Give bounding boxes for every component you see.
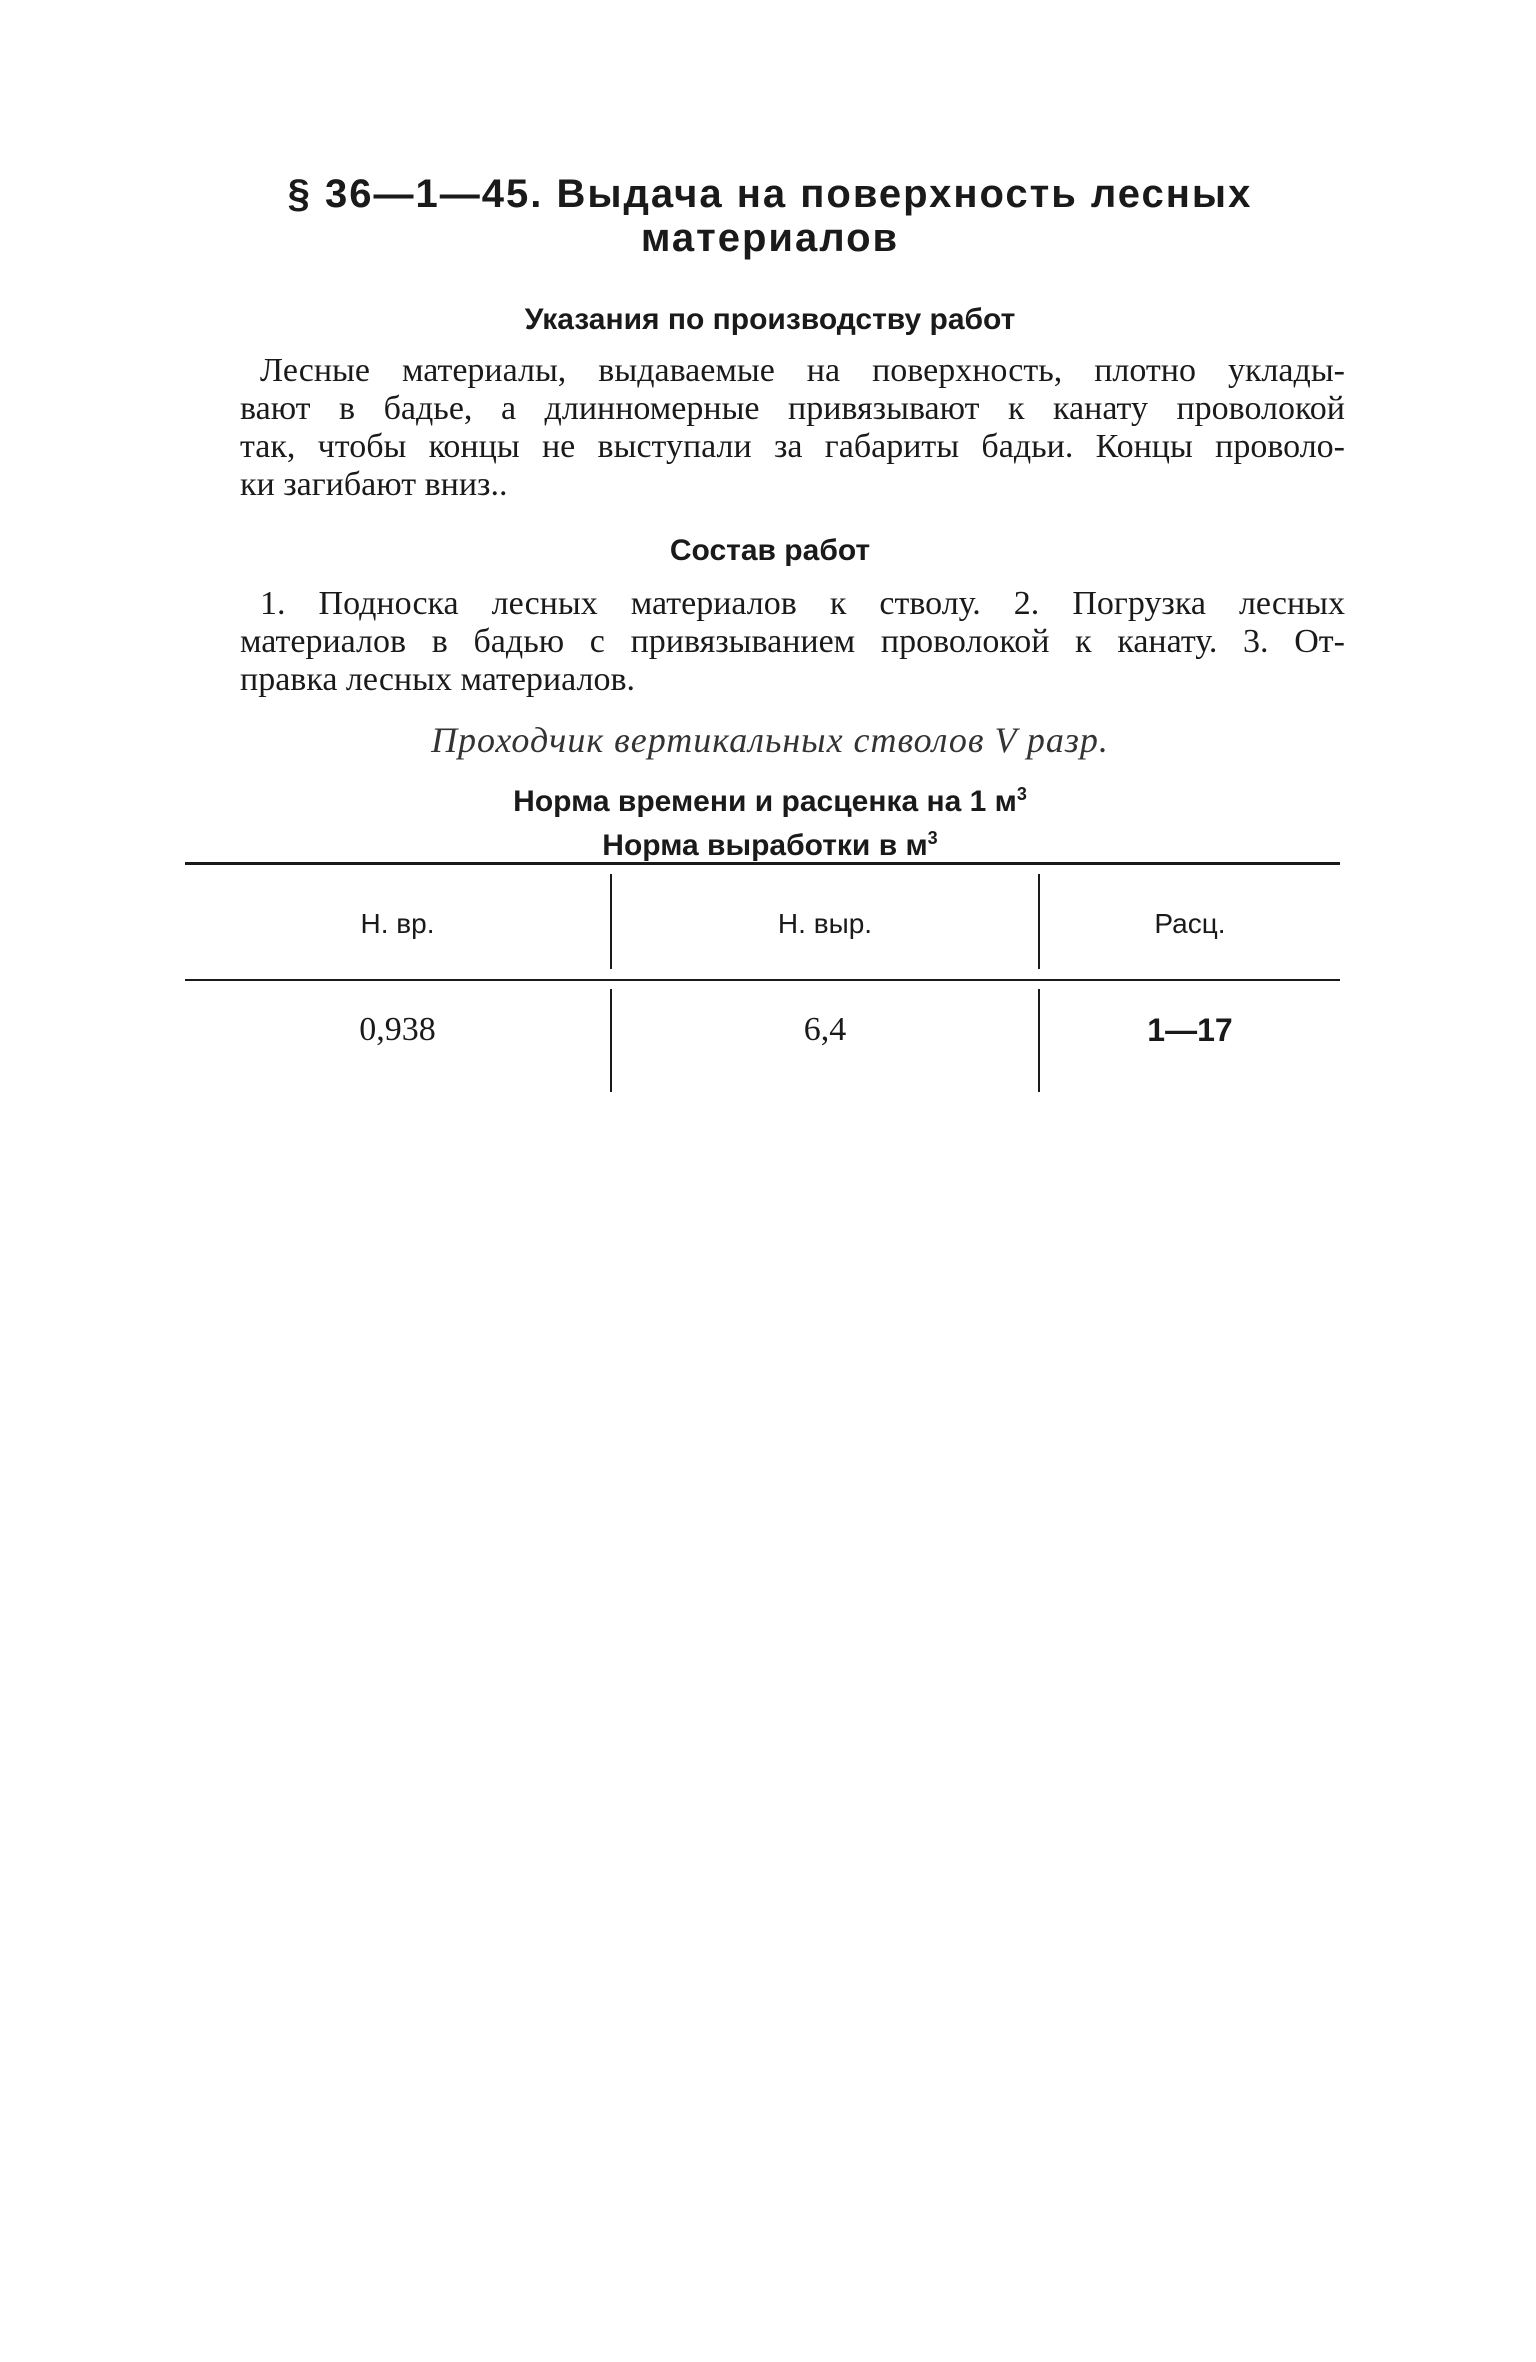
composition-paragraph [240,585,1345,699]
table-cell-time-norm: 0,938 [359,1011,436,1048]
norm-caption-line-1 [240,776,1300,820]
section-title [240,172,1300,260]
instructions-paragraph [240,352,1345,504]
instructions-line: вают в бадье, а длинномерные привязывают к канату проволокой [240,390,1345,427]
table-header-rate: Расц. [1154,908,1226,939]
instructions-line: так, чтобы концы не выступали за габариты бадьи. Концы проволо- [240,428,1345,465]
instructions-heading: Указания по производству работ [524,303,1016,336]
norm-caption-line-1-text: Норма времени и расценка на 1 м [513,785,1017,818]
composition-line: материалов в бадью с привязыванием проволокой к канату. 3. От- [240,623,1345,660]
table-top-rule [185,862,1340,865]
table-cell-rate: 1—17 [1147,1012,1233,1048]
table-cell-output-norm: 6,4 [803,1011,847,1048]
table-header-rule [185,979,1340,981]
norm-caption-line-2-sup: 3 [927,828,938,848]
composition-line: правка лесных материалов. [240,661,636,698]
norm-caption-line-2 [240,820,1300,864]
worker-category: Проходчик вертикальных стволов V разр. [431,720,1109,760]
section-title-line-2: материалов [640,216,900,260]
norm-caption-line-1-sup: 3 [1016,784,1027,804]
table-header-output-norm: Н. выр. [777,908,873,939]
composition-line: 1. Подноска лесных материалов к стволу. 2. Погрузка лесных [260,585,1345,622]
instructions-line: Лесные материалы, выдаваемые на поверхность, плотно уклады- [260,352,1345,389]
table-header-time-norm: Н. вр. [360,908,435,939]
norm-caption-line-2-text: Норма выработки в м [602,829,928,862]
instructions-line: ки загибают вниз.. [240,466,508,503]
composition-heading: Состав работ [669,534,871,567]
norm-caption [240,776,1300,864]
section-title-line-1: § 36—1—45. Выдача на поверхность лесных [287,172,1253,216]
